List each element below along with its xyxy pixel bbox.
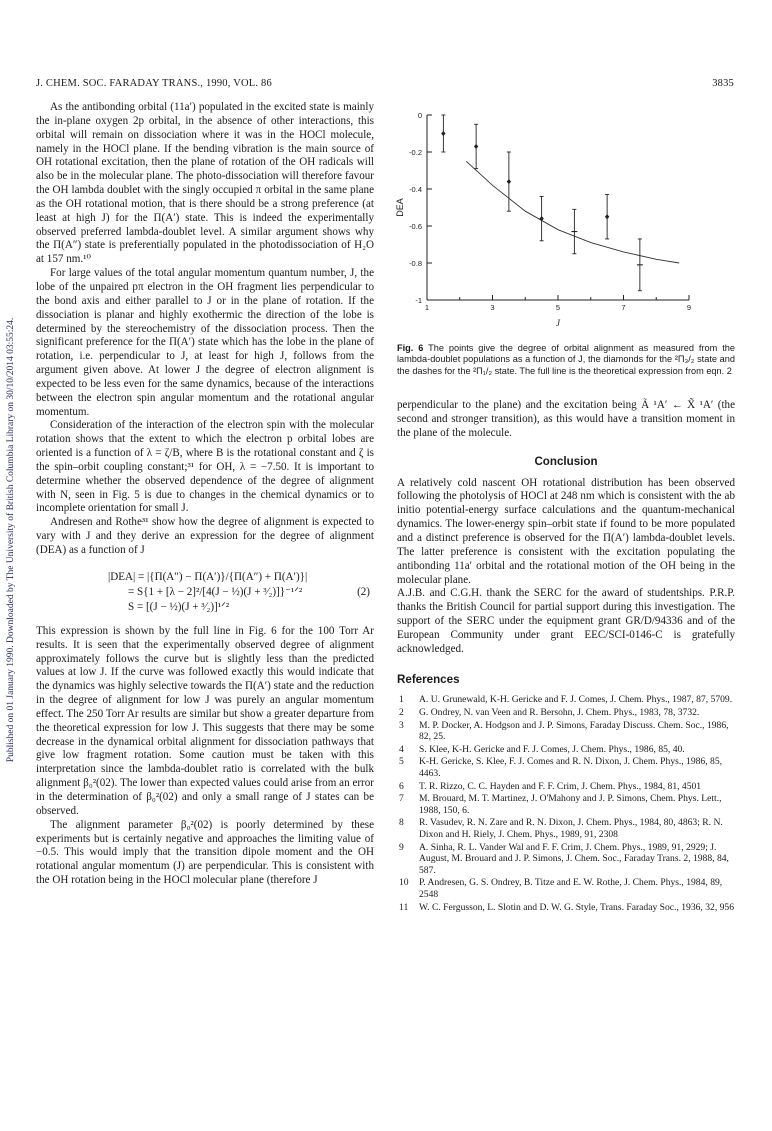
- reference-text: A. Sinha, R. L. Vander Wal and F. F. Crim, J. Chem. Phys., 1989, 91, 2929; J. August, M. Brouard and J. P. Simons, J. Chem. Soc., Faraday Trans. 2, 1988, 84, 587.: [419, 841, 729, 876]
- reference-number: 3: [399, 719, 404, 731]
- y-tick-label: -0.8: [409, 259, 422, 268]
- equation-number: (2): [357, 585, 370, 598]
- reference-list: [397, 694, 735, 913]
- x-tick-label: 5: [555, 303, 561, 312]
- reference-text: S. Klee, K-H. Gericke and F. J. Comes, J. Chem. Phys., 1986, 85, 40.: [419, 743, 685, 755]
- paragraph: perpendicular to the plane) and the excitation being Ã ¹A′ ← X̃ ¹A′ (the second and stronger transition), as this would have a transition moment in the plane of the molecule.: [397, 399, 735, 439]
- acknowledgements: A.J.B. and C.G.H. thank the SERC for the award of studentships. P.R.P. thanks the British Council for partial support during this investigation. The support of the SERC under the equipment grant GR/D/94336 and of the European Community under grant EEC/SCI-0146-C is gratefully acknowledged.: [397, 587, 735, 655]
- reference-text: A. U. Grunewald, K-H. Gericke and F. J. Comes, J. Chem. Phys., 1987, 87, 5709.: [419, 694, 733, 706]
- equation-line: |DEA| = |{Π(A″) − Π(A′)}/{Π(A″) + Π(A′)}|: [108, 570, 308, 583]
- section-heading-conclusion: Conclusion: [534, 454, 598, 468]
- x-tick-label: 9: [686, 303, 692, 312]
- y-tick-label: -0.4: [409, 185, 422, 194]
- paragraph: As the antibonding orbital (11a′) populated in the excited state is mainly the in-plane oxygen 2p orbital, in the absence of other interactions, this orbital will remain on dissociation where it was in the HOCl molecule, namely in the HOCl plane. If the bending vibration is the main source of OH rotational excitation, then the plane of rotation of the OH radicals will also be in the molecular plane. The photo-dissociation will therefore favour the OH lambda doublet with the singly occupied π orbital in the same plane as the OH rotational motion, that is there should be a strong preference (at least at high J) for the Π(A′) state. This is indeed the experimentally observed preferred lambda-doublet level. A similar argument shows why the Π(A″) state is preferentially populated in the photodissociation of H₂O at 157 nm.¹⁰: [36, 101, 374, 266]
- data-point-diamond: [441, 131, 445, 136]
- reference-item: [397, 756, 735, 779]
- data-point-diamond: [474, 144, 478, 149]
- journal-citation: J. CHEM. SOC. FARADAY TRANS., 1990, VOL. 86: [36, 78, 272, 89]
- x-axis-label: J: [556, 318, 560, 328]
- reference-text: P. Andresen, G. S. Ondrey, B. Titze and E. W. Rothe, J. Chem. Phys., 1984, 89, 2548: [419, 877, 723, 900]
- reference-text: W. C. Fergusson, L. Slotin and D. W. G. Style, Trans. Faraday Soc., 1936, 32, 956: [419, 901, 735, 913]
- reference-text: K-H. Gericke, S. Klee, F. J. Comes and R. N. Dixon, J. Chem. Phys., 1986, 85, 4463.: [419, 756, 723, 779]
- reference-item: [397, 781, 735, 793]
- theory-curve: [466, 161, 679, 263]
- equation-line: = S{1 + [λ − 2]²/[4(J − ½)(J + ³⁄₂)]}⁻¹ᐟ²: [128, 585, 303, 598]
- y-tick-label: 0: [417, 111, 422, 120]
- reference-item: [397, 877, 735, 900]
- x-tick-label: 3: [490, 303, 495, 312]
- data-point-diamond: [507, 179, 511, 184]
- y-tick-label: -0.6: [409, 222, 422, 231]
- reference-number: 9: [399, 841, 404, 853]
- reference-text: M. P. Docker, A. Hodgson and J. P. Simons, Faraday Discuss. Chem. Soc., 1986, 82, 25.: [419, 719, 729, 743]
- reference-item: [397, 817, 735, 840]
- y-tick-label: -1: [415, 296, 422, 305]
- reference-number: 4: [399, 743, 404, 755]
- download-watermark: [4, 180, 18, 900]
- reference-number: 2: [399, 707, 404, 718]
- paragraph: A relatively cold nascent OH rotational distribution has been observed following the photolysis of HOCl at 248 nm which is consistent with the ab initio potential-energy surface calculations and the quantum-mechanical dynamics. The lower-energy spin–orbit state if found to be more populated and a distinct preference is observed for the Π(A′) lambda-doublet levels. The latter preference is consistent with the excitation populating the antibonding 11a′ orbital and the rotational motion of the OH being in the molecular plane.: [397, 476, 735, 586]
- page-number: 3835: [712, 78, 734, 89]
- reference-text: R. Vasudev, R. N. Zare and R. N. Dixon, J. Chem. Phys., 1984, 80, 4863; R. N. Dixon and H. Riely, J. Chem. Phys., 1989, 91, 2308: [419, 817, 723, 840]
- paragraph: The alignment parameter β₀²(02) is poorly determined by these experiments but is certainly negative and approaches the limiting value of −0.5. This would imply that the transition dipole moment and the OH rotational angular momentum (J) are perpendicular. This is consistent with the OH rotation being in the HOCl molecular plane (therefore J: [36, 818, 374, 887]
- paragraph: For large values of the total angular momentum quantum number, J, the lobe of the unpaired pπ electron in the OH fragment lies perpendicular to the bond axis and either parallel to J or in the plane of rotation. If the dissociation is planar and highly exothermic the direction of the lobe is determined by the stereochemistry of the dissociation process. Then the significant preference for the Π(A′) state which has the lobe in the plane of rotation, i.e. perpendicular to J, at least for high J, follows from the argument given above. At lower J the degree of electron alignment is expected to be less even for the same dynamics, because of the interactions between the electron spin angular momentum and the rotational angular momentum.: [36, 267, 374, 418]
- reference-number: 7: [399, 793, 404, 805]
- reference-number: 11: [399, 901, 409, 913]
- reference-item: [397, 793, 735, 816]
- reference-item: [397, 694, 735, 706]
- reference-number: 10: [399, 877, 409, 889]
- figure-6: [397, 101, 735, 339]
- paragraph: This expression is shown by the full line in Fig. 6 for the 100 Torr Ar results. It is seen that the experimentally observed degree of alignment approximately follows the curve but is slightly less than the predicted values at low J. If the curve was followed exactly this would indicate that the dynamics was highly selective towards the Π(A′) state and the reduction in the degree of alignment for low J was purely an angular momentum effect. The 250 Torr Ar results are similar but show a greater departure from the theoretical expression for low J. This suggests that there may be some decrease in the dynamical orbital alignment for dissociation pathways that give low fragment rotation. Some caution must be taken with this interpretation since the lambda-doublet ratio is correlated with the bulk alignment β₀²(02). The lower than expected values could arise from an error in the determination of β₀²(02) and only a small range of J states can be observed.: [36, 624, 374, 817]
- right-column: [397, 101, 735, 914]
- caption-text: The points give the degree of orbital alignment as measured from the lambda-doublet populations as a function of J, the diamonds for the ²Π₃/₂ state and the dashes for the ²Π₁/₂ state. The full line is the theoretical expression from eqn. 2: [397, 343, 735, 376]
- left-column: [36, 101, 374, 888]
- dea-chart: [397, 101, 735, 339]
- reference-number: 6: [399, 780, 404, 792]
- y-axis-label: DEA: [395, 198, 405, 217]
- reference-item: [397, 707, 735, 719]
- reference-text: T. R. Rizzo, C. C. Hayden and F. F. Crim, J. Chem. Phys., 1984, 81, 4501: [419, 780, 702, 792]
- reference-number: 5: [399, 756, 404, 768]
- data-point-diamond: [539, 216, 543, 221]
- caption-label: Fig. 6: [397, 343, 424, 353]
- x-tick-label: 1: [424, 303, 430, 312]
- equation-line: S = [(J − ½)(J + ³⁄₂)]¹ᐟ²: [128, 600, 230, 613]
- reference-number: 1: [399, 694, 404, 706]
- reference-text: G. Ondrey, N. van Veen and R. Bersohn, J. Chem. Phys., 1983, 78, 3732.: [419, 707, 700, 718]
- figure-caption: [397, 343, 735, 377]
- data-point-diamond: [605, 214, 609, 219]
- y-tick-label: -0.2: [409, 148, 422, 157]
- running-header: [36, 78, 734, 92]
- reference-number: 8: [399, 817, 404, 829]
- reference-item: [397, 744, 735, 756]
- reference-text: M. Brouard, M. T. Martinez, J. O'Mahony and J. P. Simons, Chem. Phys. Lett., 1988, 150, 6.: [419, 793, 722, 816]
- x-tick-label: 7: [621, 303, 626, 312]
- section-heading-references: References: [397, 672, 460, 686]
- reference-item: [397, 720, 735, 743]
- reference-item: [397, 902, 735, 914]
- download-watermark-text: Published on 01 January 1990. Downloaded by The University of British Columbia Library on 30/10/2014 03:55:24.: [6, 317, 16, 763]
- paragraph: Andresen and Rothe³¹ show how the degree of alignment is expected to vary with J and they derive an expression for the degree of alignment (DEA) as a function of J: [36, 516, 374, 556]
- reference-item: [397, 842, 735, 877]
- equation-2: [36, 570, 374, 615]
- paragraph: Consideration of the interaction of the electron spin with the molecular rotation shows that the extent to which the electron p orbital lobes are oriented is a function of λ = ζ/B, where B is the rotational constant and ζ is the spin–orbit coupling constant;³¹ for OH, λ = −7.50. It is important to determine whether the observed dependence of the degree of alignment with N, seen in Fig. 5 is due to changes in the chemical dynamics or to incomplete orientation for small J.: [36, 419, 374, 515]
